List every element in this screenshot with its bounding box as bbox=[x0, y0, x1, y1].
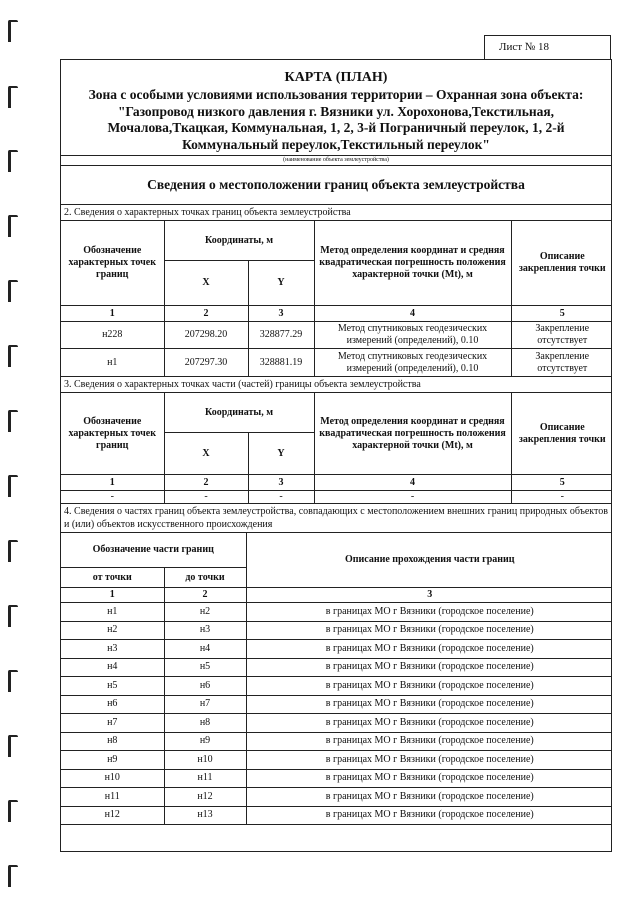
cell-from: н2 bbox=[61, 621, 164, 640]
cell-from: н3 bbox=[61, 640, 164, 659]
cell-to: н12 bbox=[164, 788, 246, 807]
section-heading: Сведения о местоположении границ объекта землеустройства bbox=[61, 166, 611, 205]
cell-from: н9 bbox=[61, 751, 164, 770]
cell-desc: в границах МО г Вязники (городское поселение) bbox=[246, 677, 612, 696]
cell-x: - bbox=[164, 491, 248, 504]
cell-x: 207298.20 bbox=[164, 322, 248, 349]
cell-to: н8 bbox=[164, 714, 246, 733]
table-row bbox=[61, 751, 612, 770]
header-from: от точки bbox=[61, 568, 164, 588]
table-row bbox=[61, 658, 612, 677]
cell-to: н13 bbox=[164, 806, 246, 825]
column-number: 5 bbox=[511, 306, 612, 322]
object-name-line: Мочалова,Ткацкая, Коммунальная, 1, 2, 3-й Пограничный переулок, 1, 2-й bbox=[107, 120, 565, 135]
table-row bbox=[61, 491, 612, 504]
cell-from: н8 bbox=[61, 732, 164, 751]
cell-to: н4 bbox=[164, 640, 246, 659]
cell-from: н10 bbox=[61, 769, 164, 788]
column-number: 3 bbox=[246, 588, 612, 603]
header-coords: Координаты, м bbox=[164, 221, 314, 261]
binding-hole bbox=[8, 735, 18, 757]
map-title: КАРТА (ПЛАН) bbox=[284, 70, 388, 85]
cell-to: н11 bbox=[164, 769, 246, 788]
cell-to: н2 bbox=[164, 603, 246, 622]
table-row bbox=[61, 322, 612, 349]
column-number: 4 bbox=[314, 475, 511, 491]
object-name-caption: (наименование объекта землеустройства) bbox=[61, 155, 611, 166]
cell-fixing: Закрепление отсутствует bbox=[511, 322, 612, 349]
column-number: 1 bbox=[61, 588, 164, 603]
header-to: до точки bbox=[164, 568, 246, 588]
binding-hole bbox=[8, 670, 18, 692]
header-desc: Описание прохождения части границ bbox=[246, 533, 612, 588]
table-row bbox=[61, 714, 612, 733]
cell-from: н4 bbox=[61, 658, 164, 677]
cell-desc: в границах МО г Вязники (городское поселение) bbox=[246, 621, 612, 640]
header-x: X bbox=[164, 433, 248, 475]
cell-to: н9 bbox=[164, 732, 246, 751]
table-row bbox=[61, 621, 612, 640]
section4-label: 4. Сведения о частях границ объекта землеустройства, совпадающих с местоположением внешних границ природных объектов и (или) объектов искусственного происхождения bbox=[64, 506, 608, 530]
table-row bbox=[61, 640, 612, 659]
table-row bbox=[61, 769, 612, 788]
cell-y: 328881.19 bbox=[248, 349, 314, 377]
table-row bbox=[61, 349, 612, 377]
cell-from: н6 bbox=[61, 695, 164, 714]
cell-point: н1 bbox=[61, 349, 164, 377]
cell-desc: в границах МО г Вязники (городское поселение) bbox=[246, 714, 612, 733]
cell-y: 328877.29 bbox=[248, 322, 314, 349]
header-fixing: Описание закрепления точки bbox=[511, 393, 612, 475]
cell-method: - bbox=[314, 491, 511, 504]
object-name-line: Коммунальный переулок,Текстильный переулок" bbox=[182, 136, 490, 152]
binding-hole bbox=[8, 540, 18, 562]
table-row bbox=[61, 732, 612, 751]
header-x: X bbox=[164, 261, 248, 306]
header-part: Обозначение части границ bbox=[61, 533, 246, 568]
binding-hole bbox=[8, 865, 18, 887]
document-frame bbox=[60, 59, 612, 852]
binding-hole bbox=[8, 280, 18, 302]
object-name-line: Зона с особыми условиями использования территории – Охранная зона объекта: bbox=[88, 87, 584, 102]
column-number: 2 bbox=[164, 306, 248, 322]
section3-label: 3. Сведения о характерных точках части (частей) границы объекта землеустройства bbox=[64, 379, 421, 390]
cell-point: н228 bbox=[61, 322, 164, 349]
cell-desc: в границах МО г Вязники (городское поселение) bbox=[246, 732, 612, 751]
table-row bbox=[61, 695, 612, 714]
binding-hole bbox=[8, 150, 18, 172]
column-number: 3 bbox=[248, 475, 314, 491]
table-row bbox=[61, 677, 612, 696]
cell-desc: в границах МО г Вязники (городское поселение) bbox=[246, 640, 612, 659]
cell-desc: в границах МО г Вязники (городское поселение) bbox=[246, 769, 612, 788]
binding-hole bbox=[8, 800, 18, 822]
cell-desc: в границах МО г Вязники (городское поселение) bbox=[246, 658, 612, 677]
cell-to: н10 bbox=[164, 751, 246, 770]
cell-to: н6 bbox=[164, 677, 246, 696]
cell-to: н3 bbox=[164, 621, 246, 640]
table-row bbox=[61, 788, 612, 807]
binding-hole bbox=[8, 410, 18, 432]
binding-hole bbox=[8, 345, 18, 367]
cell-fixing: - bbox=[511, 491, 612, 504]
cell-y: - bbox=[248, 491, 314, 504]
header-point: Обозначение характерных точек границ bbox=[61, 221, 164, 306]
section2-label: 2. Сведения о характерных точках границ объекта землеустройства bbox=[64, 207, 351, 218]
cell-x: 207297.30 bbox=[164, 349, 248, 377]
cell-desc: в границах МО г Вязники (городское поселение) bbox=[246, 788, 612, 807]
cell-desc: в границах МО г Вязники (городское поселение) bbox=[246, 695, 612, 714]
header-y: Y bbox=[248, 261, 314, 306]
cell-method: Метод спутниковых геодезических измерений (определений), 0.10 bbox=[314, 322, 511, 349]
cell-desc: в границах МО г Вязники (городское поселение) bbox=[246, 603, 612, 622]
column-number: 1 bbox=[61, 475, 164, 491]
cell-fixing: Закрепление отсутствует bbox=[511, 349, 612, 377]
column-number: 1 bbox=[61, 306, 164, 322]
header-coords: Координаты, м bbox=[164, 393, 314, 433]
cell-desc: в границах МО г Вязники (городское поселение) bbox=[246, 806, 612, 825]
cell-method: Метод спутниковых геодезических измерений (определений), 0.10 bbox=[314, 349, 511, 377]
cell-desc: в границах МО г Вязники (городское поселение) bbox=[246, 751, 612, 770]
column-number: 2 bbox=[164, 588, 246, 603]
header-point: Обозначение характерных точек границ bbox=[61, 393, 164, 475]
binding-hole bbox=[8, 475, 18, 497]
object-name-line: "Газопровод низкого давления г. Вязники ул. Хорохонова,Текстильная, bbox=[117, 103, 555, 119]
table-row bbox=[61, 806, 612, 825]
object-name bbox=[61, 87, 611, 153]
binding-hole bbox=[8, 605, 18, 627]
cell-from: н1 bbox=[61, 603, 164, 622]
cell-from: н11 bbox=[61, 788, 164, 807]
cell-to: н7 bbox=[164, 695, 246, 714]
sheet-number: Лист № 18 bbox=[484, 35, 611, 59]
cell-to: н5 bbox=[164, 658, 246, 677]
header-fixing: Описание закрепления точки bbox=[511, 221, 612, 306]
section3-table bbox=[61, 392, 612, 504]
header-method: Метод определения координат и средняя квадратическая погрешность положения характерной точки (Mt), м bbox=[314, 393, 511, 475]
section4-table bbox=[61, 532, 612, 825]
cell-from: н7 bbox=[61, 714, 164, 733]
cell-from: н12 bbox=[61, 806, 164, 825]
column-number: 2 bbox=[164, 475, 248, 491]
binding-hole bbox=[8, 20, 18, 42]
binding-hole bbox=[8, 86, 18, 108]
cell-from: н5 bbox=[61, 677, 164, 696]
column-number: 4 bbox=[314, 306, 511, 322]
column-number: 5 bbox=[511, 475, 612, 491]
header-y: Y bbox=[248, 433, 314, 475]
column-number: 3 bbox=[248, 306, 314, 322]
binding-hole bbox=[8, 215, 18, 237]
table-row bbox=[61, 603, 612, 622]
section2-table bbox=[61, 220, 612, 377]
header-method: Метод определения координат и средняя квадратическая погрешность положения характерной точки (Mt), м bbox=[314, 221, 511, 306]
cell-point: - bbox=[61, 491, 164, 504]
